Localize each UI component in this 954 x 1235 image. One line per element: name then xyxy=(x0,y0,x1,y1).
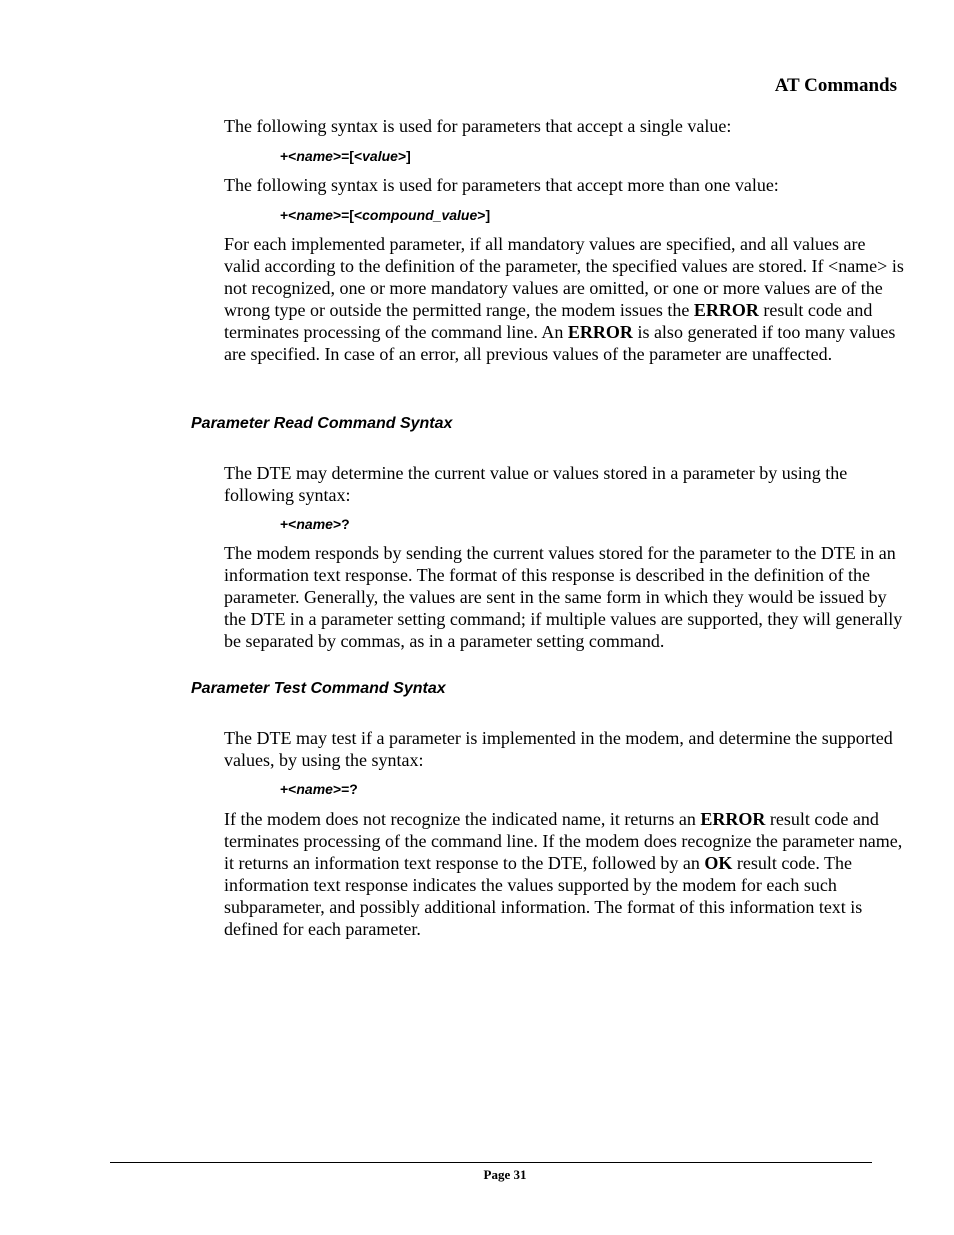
section-heading-read-syntax: Parameter Read Command Syntax xyxy=(191,415,453,432)
text-run: result code. The information text response indicates the values supported by the modem for each such subparameter, and possibly additional information. The format of this information text is defined for each parameter. xyxy=(224,853,863,939)
text-run: result code and terminates processing of the command line. If the modem does recognize the parameter name, it returns an information text response to the DTE, followed by an xyxy=(224,809,903,873)
keyword-ok: OK xyxy=(704,853,733,873)
syntax-token: >=? xyxy=(332,781,358,797)
syntax-compound-value xyxy=(280,206,490,224)
text-run: result code and terminates processing of the command line. An xyxy=(224,300,873,342)
paragraph-read-intro: The DTE may determine the current value or values stored in a parameter by using the following syntax: xyxy=(224,463,848,505)
syntax-token: >? xyxy=(332,516,350,532)
keyword-error: ERROR xyxy=(567,322,633,342)
syntax-read-command xyxy=(280,515,350,533)
paragraph-test-intro: The DTE may test if a parameter is implemented in the modem, and determine the supported values, by using the syntax: xyxy=(224,728,893,770)
syntax-token: +< xyxy=(280,516,297,532)
syntax-placeholder: name xyxy=(296,207,333,223)
syntax-single-value xyxy=(280,147,411,165)
syntax-token: +< xyxy=(280,207,297,223)
syntax-token: >=[< xyxy=(332,148,363,164)
keyword-error: ERROR xyxy=(693,300,759,320)
syntax-test-command xyxy=(280,780,358,798)
syntax-placeholder: compound_value xyxy=(362,207,478,223)
syntax-token: >=[< xyxy=(332,207,363,223)
paragraph-multi-value-intro: The following syntax is used for parameters that accept more than one value: xyxy=(224,175,779,195)
paragraph-read-response: The modem responds by sending the current values stored for the parameter to the DTE in an information text response. The format of this response is described in the definition of the parameter. Generally, the values are sent in the same form in which they would be issued by the DTE in a parameter setting command; if multiple values are supported, they will generally be separated by commas, as in a parameter setting command. xyxy=(224,543,903,651)
text-run: For each implemented parameter, if all mandatory values are specified, and all values are valid according to the definition of the parameter, the specified values are stored. If <name> is not recognized, one or more mandatory values are omitted, or one or more values are of the wrong type or outside the permitted range, the modem issues the xyxy=(224,234,904,320)
syntax-placeholder: name xyxy=(296,148,333,164)
paragraph-parameter-storage xyxy=(224,233,904,365)
text-run: If the modem does not recognize the indicated name, it returns an xyxy=(224,809,701,829)
syntax-token: +< xyxy=(280,148,297,164)
keyword-error: ERROR xyxy=(700,809,766,829)
syntax-token: >] xyxy=(397,148,411,164)
page-number: Page 31 xyxy=(483,1167,527,1182)
text-run: is also generated if too many values are specified. In case of an error, all previous values of the parameter are unaffected. xyxy=(224,322,896,364)
paragraph-test-response xyxy=(224,808,904,940)
syntax-placeholder: value xyxy=(362,148,398,164)
footer-divider xyxy=(110,1162,872,1163)
section-heading-test-syntax: Parameter Test Command Syntax xyxy=(191,680,446,697)
page-header-title: AT Commands xyxy=(774,75,897,96)
paragraph-single-value-intro: The following syntax is used for parameters that accept a single value: xyxy=(224,116,732,136)
syntax-token: >] xyxy=(477,207,491,223)
syntax-placeholder: name xyxy=(296,781,333,797)
syntax-token: +< xyxy=(280,781,297,797)
syntax-placeholder: name xyxy=(296,516,333,532)
